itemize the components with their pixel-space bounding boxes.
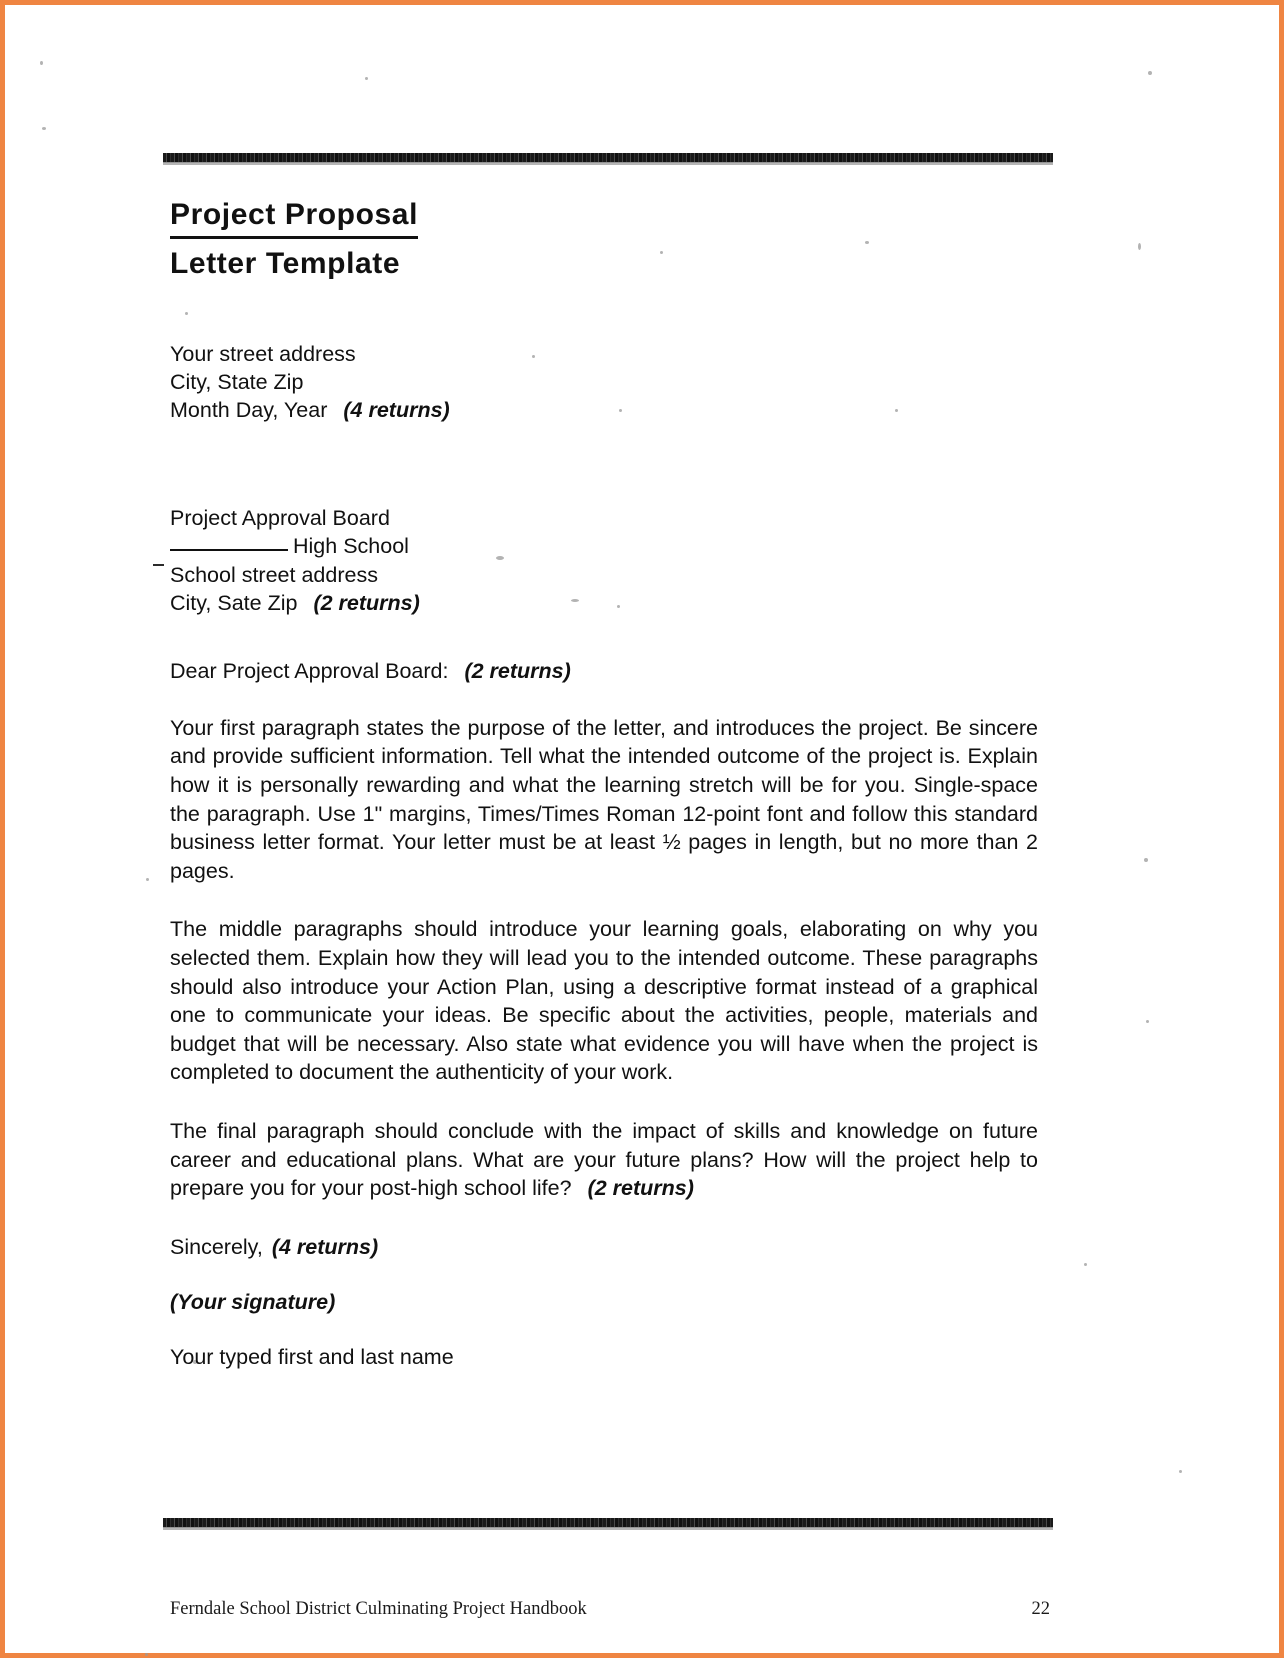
salutation-text: Dear Project Approval Board: <box>170 658 449 683</box>
recipient-school-line <box>170 532 1038 560</box>
recipient-street: School street address <box>170 562 378 587</box>
page-title-line2: Letter Template <box>170 246 401 280</box>
header-rule <box>163 153 1053 162</box>
typed-name-placeholder: Your typed first and last name <box>170 1344 454 1369</box>
scan-speck <box>1144 858 1148 862</box>
footer-rule <box>163 1518 1053 1527</box>
recipient-school-suffix: High School <box>293 534 409 559</box>
school-name-blank <box>170 549 288 551</box>
letter-content <box>170 195 1038 1370</box>
footer-rule-shadow <box>163 1528 1053 1530</box>
scan-speck <box>40 61 43 65</box>
scan-speck <box>1148 71 1152 75</box>
scan-speck <box>1179 1470 1182 1473</box>
sender-city-state-zip: City, State Zip <box>170 369 304 394</box>
scan-speck <box>146 878 149 881</box>
closing-text: Sincerely, <box>170 1234 263 1259</box>
recipient-city-state-zip: City, Sate Zip <box>170 590 298 615</box>
recipient-address-block <box>170 504 1038 617</box>
scan-speck <box>1138 243 1141 250</box>
scan-artifact-dash <box>153 564 164 566</box>
final-paragraph-text: The final paragraph should conclude with the impact of skills and knowledge on future career and educational plans. What are your future plans? How will the project help to prepare you for your post-high school life? <box>170 1119 1038 1201</box>
scan-speck <box>365 77 368 80</box>
page-footer <box>170 1599 1050 1620</box>
scan-speck <box>1084 1263 1087 1266</box>
footer-page-number: 22 <box>1031 1599 1050 1619</box>
recipient-board: Project Approval Board <box>170 506 390 531</box>
page-title <box>170 195 1038 284</box>
final-paragraph-returns-note: (2 returns) <box>587 1176 694 1201</box>
body-paragraph-2: The middle paragraphs should introduce your learning goals, elaborating on why you selected them. Explain how they will lead you to the intended outcome. These paragraphs should also introduce your Action Plan, using a descriptive format instead of a graphical one to communicate your ideas. Be specific about the activities, people, materials and budget that will be necessary. Also state what evidence you will have when the project is completed to document the authenticity of your work. <box>170 917 1038 1085</box>
sender-date-line <box>170 396 1038 424</box>
closing-line <box>170 1235 1038 1260</box>
scan-speck <box>1146 1020 1149 1023</box>
recipient-city-line <box>170 589 1038 617</box>
sender-date-returns-note: (4 returns) <box>343 398 450 423</box>
body-paragraph-3 <box>170 1117 1038 1203</box>
header-rule-shadow <box>163 163 1053 165</box>
page-title-line1: Project Proposal <box>170 195 418 239</box>
body-paragraph-1: Your first paragraph states the purpose of the letter, and introduces the project. Be sincere and provide sufficient information. Tell what the intended outcome of the project is. Explain how it is personally rewarding and what the learning stretch will be for you. Single-space the paragraph. Use 1" margins, Times/Times Roman 12-point font and follow this standard business letter format. Your letter must be at least ½ pages in length, but no more than 2 pages. <box>170 715 1038 883</box>
footer-title: Ferndale School District Culminating Project Handbook <box>170 1599 587 1619</box>
recipient-returns-note: (2 returns) <box>313 590 420 615</box>
salutation-line <box>170 659 1038 684</box>
signature-placeholder: (Your signature) <box>170 1289 336 1314</box>
sender-date: Month Day, Year <box>170 398 328 423</box>
closing-returns-note: (4 returns) <box>271 1234 379 1259</box>
page-canvas <box>5 5 1279 1653</box>
sender-street: Your street address <box>170 341 356 366</box>
scan-speck <box>42 127 46 130</box>
sender-address-block <box>170 340 1038 424</box>
scan-speck <box>145 1653 148 1656</box>
salutation-returns-note: (2 returns) <box>464 658 571 683</box>
